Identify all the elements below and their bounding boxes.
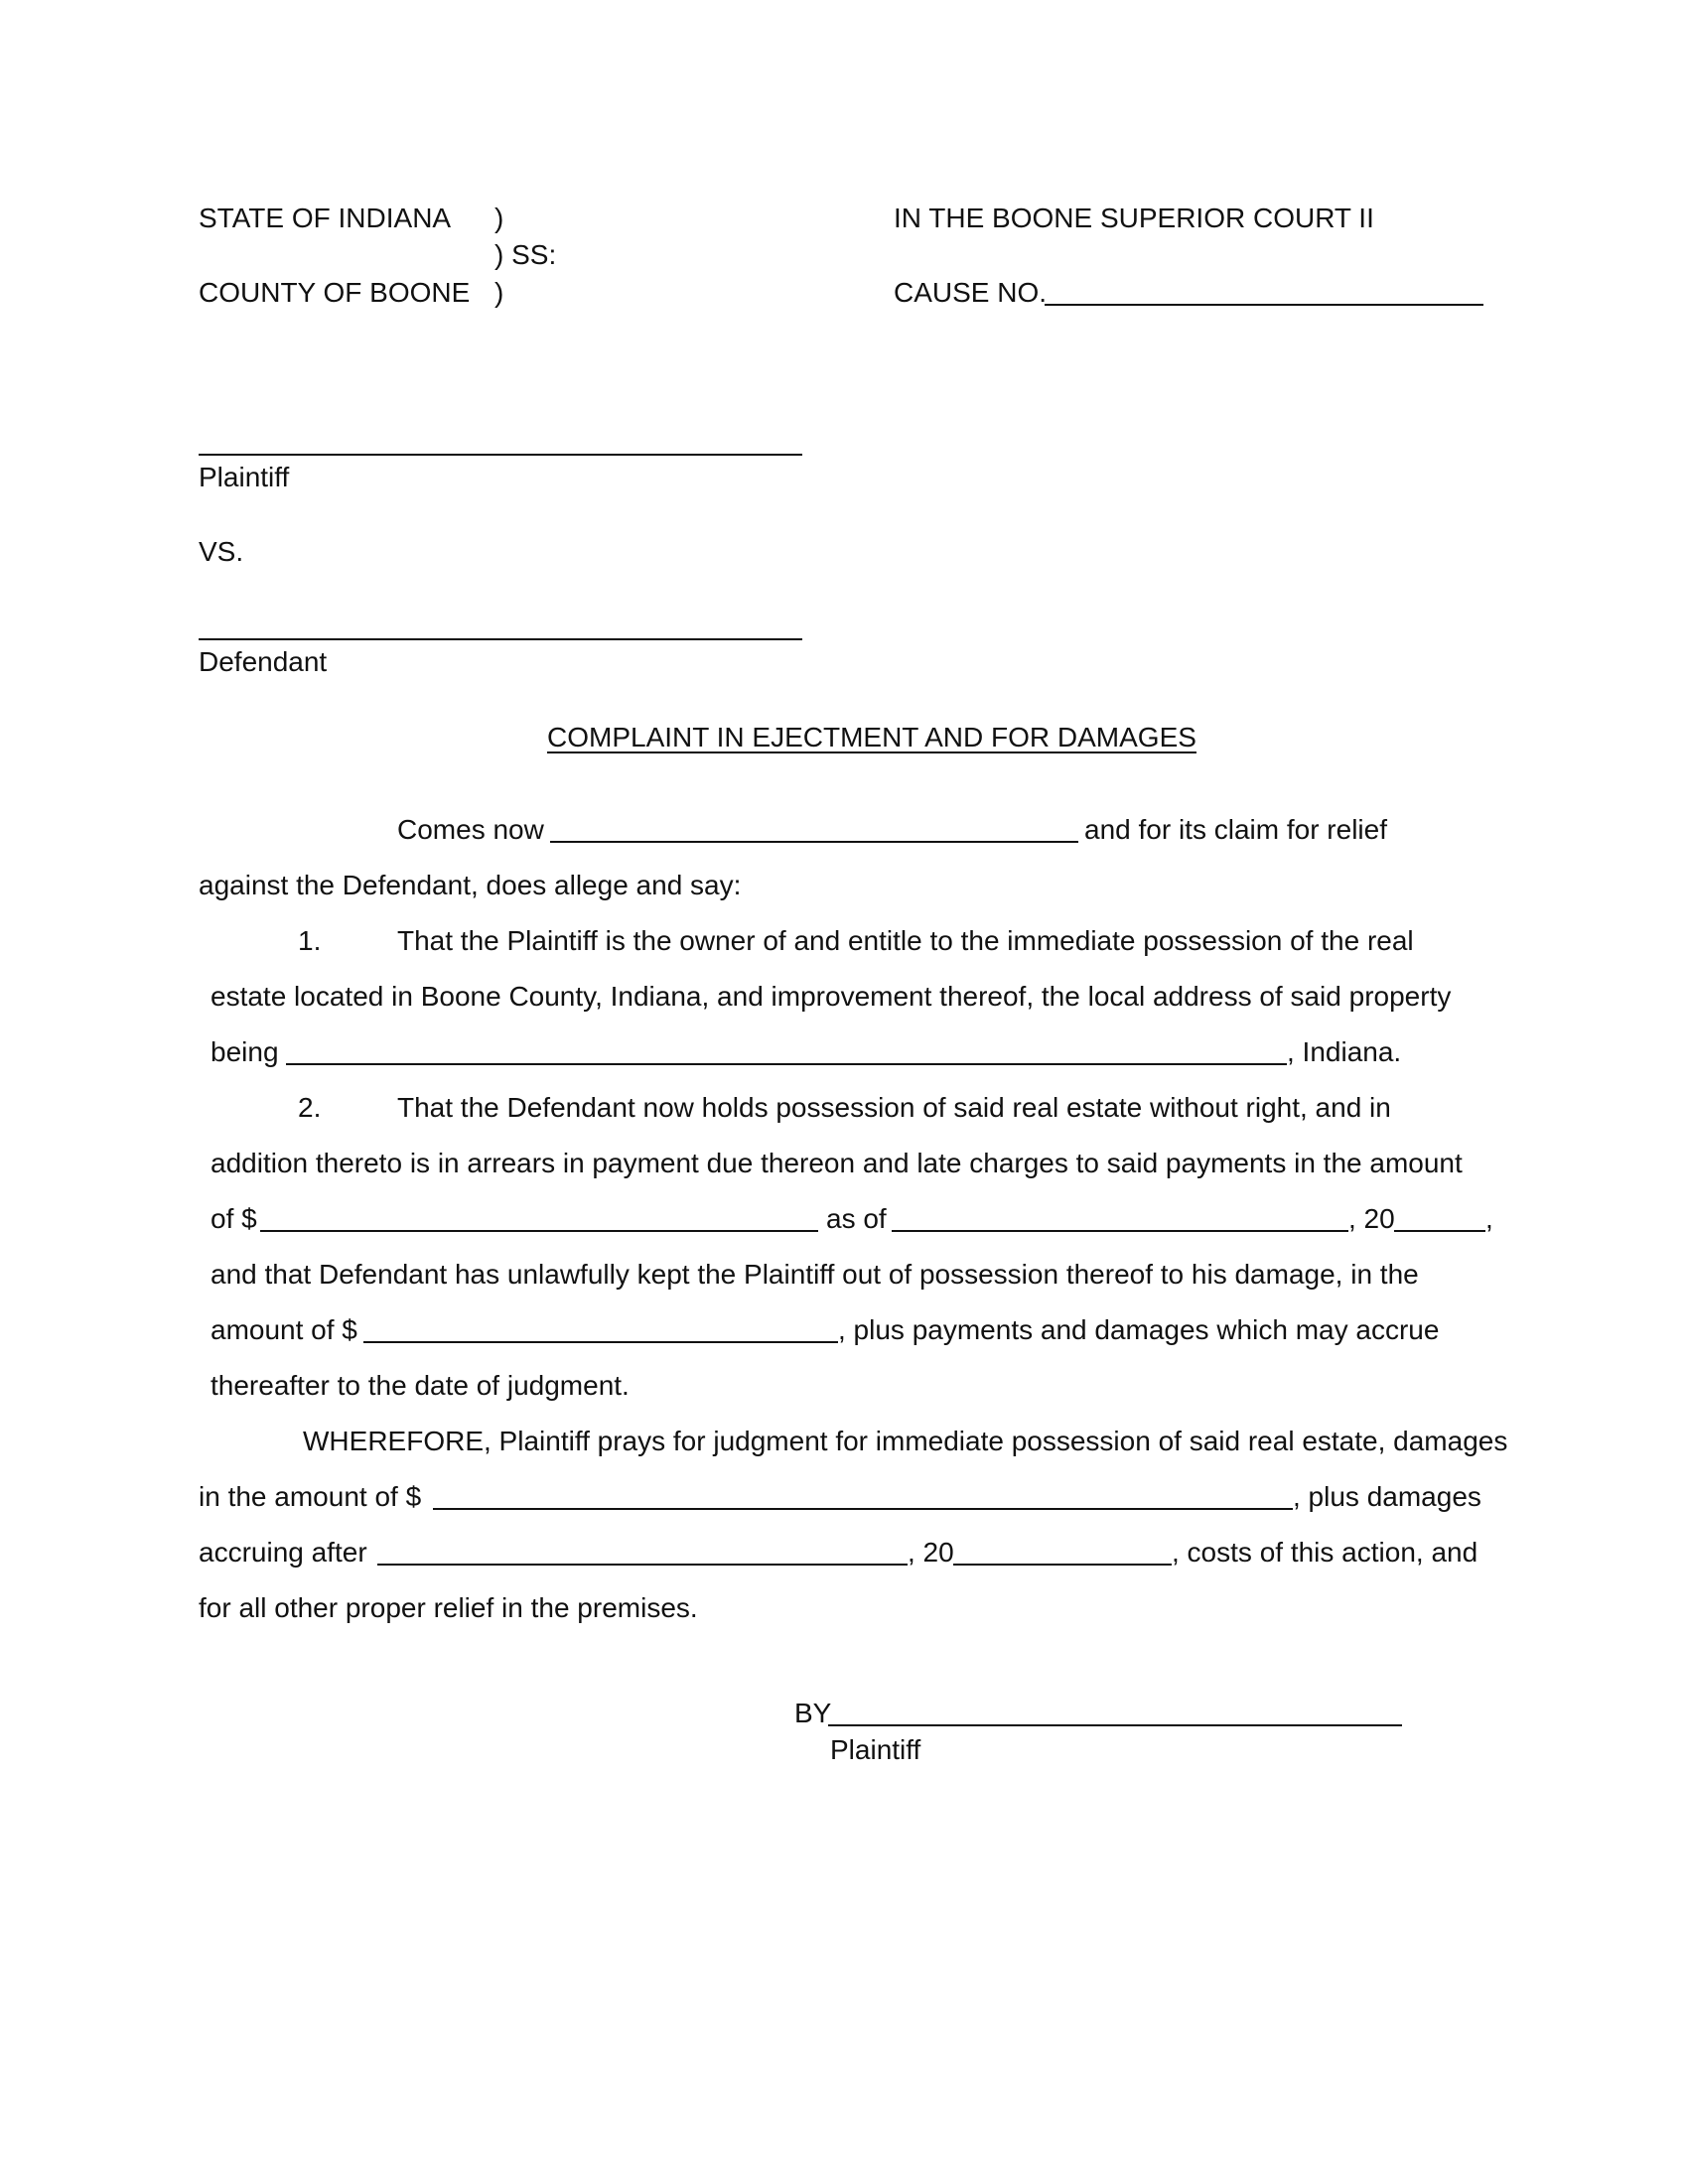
cause-number-label: CAUSE NO. bbox=[894, 277, 1048, 308]
court-name: IN THE BOONE SUPERIOR COURT II bbox=[894, 203, 1374, 233]
state-label: STATE OF INDIANA bbox=[199, 203, 452, 233]
intro-line-2: against the Defendant, does allege and say: bbox=[199, 870, 742, 900]
para2-number: 2. bbox=[298, 1092, 322, 1123]
para2-line-6: thereafter to the date of judgment. bbox=[211, 1370, 630, 1401]
accruing-year-field[interactable] bbox=[953, 1564, 1172, 1566]
being-text: being bbox=[211, 1036, 279, 1067]
defendant-name-field[interactable] bbox=[199, 638, 802, 640]
defendant-label: Defendant bbox=[199, 646, 328, 677]
accruing-year-prefix: , 20 bbox=[908, 1537, 954, 1568]
wherefore-line-4: for all other proper relief in the premises. bbox=[199, 1592, 698, 1623]
para1-number: 1. bbox=[298, 925, 322, 956]
arrears-comma: , bbox=[1485, 1203, 1493, 1234]
plaintiff-label: Plaintiff bbox=[199, 462, 290, 492]
accruing-date-field[interactable] bbox=[377, 1564, 908, 1566]
comes-now-text: Comes now bbox=[397, 814, 544, 845]
arrears-amount-field[interactable] bbox=[260, 1230, 818, 1232]
arrears-year-field[interactable] bbox=[1394, 1230, 1485, 1232]
para1-line-2: estate located in Boone County, Indiana, and improvement thereof, the local address of said property bbox=[211, 981, 1452, 1012]
caption-paren-1: ) bbox=[494, 203, 504, 233]
cause-number-field[interactable] bbox=[1045, 304, 1483, 306]
arrears-of-text: of $ bbox=[211, 1203, 257, 1234]
accruing-after-text: accruing after bbox=[199, 1537, 367, 1568]
by-label: BY bbox=[794, 1698, 832, 1728]
plus-payments-text: , plus payments and damages which may accrue bbox=[838, 1314, 1440, 1345]
signature-plaintiff-label: Plaintiff bbox=[830, 1734, 921, 1765]
ss-label: ) SS: bbox=[494, 239, 557, 270]
plaintiff-comes-now-field[interactable] bbox=[550, 841, 1078, 843]
indiana-text: , Indiana. bbox=[1287, 1036, 1402, 1067]
arrears-year-prefix: , 20 bbox=[1348, 1203, 1395, 1234]
in-amount-text: in the amount of $ bbox=[199, 1481, 422, 1512]
para2-line-2: addition thereto is in arrears in payment due thereon and late charges to said payments in the amount bbox=[211, 1148, 1463, 1178]
plus-damages-text: , plus damages bbox=[1293, 1481, 1481, 1512]
para1-line-1: That the Plaintiff is the owner of and entitle to the immediate possession of the real bbox=[397, 925, 1414, 956]
amount-of-text: amount of $ bbox=[211, 1314, 357, 1345]
arrears-date-field[interactable] bbox=[892, 1230, 1348, 1232]
plaintiff-name-field[interactable] bbox=[199, 454, 802, 456]
versus-label: VS. bbox=[199, 536, 244, 567]
signature-field[interactable] bbox=[828, 1724, 1402, 1726]
document-title: COMPLAINT IN EJECTMENT AND FOR DAMAGES bbox=[547, 722, 1196, 752]
costs-text: , costs of this action, and bbox=[1172, 1537, 1478, 1568]
judgment-amount-field[interactable] bbox=[433, 1508, 1293, 1510]
county-label: COUNTY OF BOONE bbox=[199, 277, 471, 308]
property-address-field[interactable] bbox=[286, 1063, 1287, 1065]
para2-line-1: That the Defendant now holds possession of said real estate without right, and in bbox=[397, 1092, 1391, 1123]
as-of-text: as of bbox=[826, 1203, 887, 1234]
claim-text: and for its claim for relief bbox=[1084, 814, 1387, 845]
damage-amount-field[interactable] bbox=[363, 1341, 838, 1343]
wherefore-line-1: WHEREFORE, Plaintiff prays for judgment for immediate possession of said real estate, damages bbox=[303, 1426, 1508, 1456]
para2-line-4: and that Defendant has unlawfully kept the Plaintiff out of possession thereof to his damage, in the bbox=[211, 1259, 1419, 1290]
caption-paren-3: ) bbox=[494, 277, 504, 308]
